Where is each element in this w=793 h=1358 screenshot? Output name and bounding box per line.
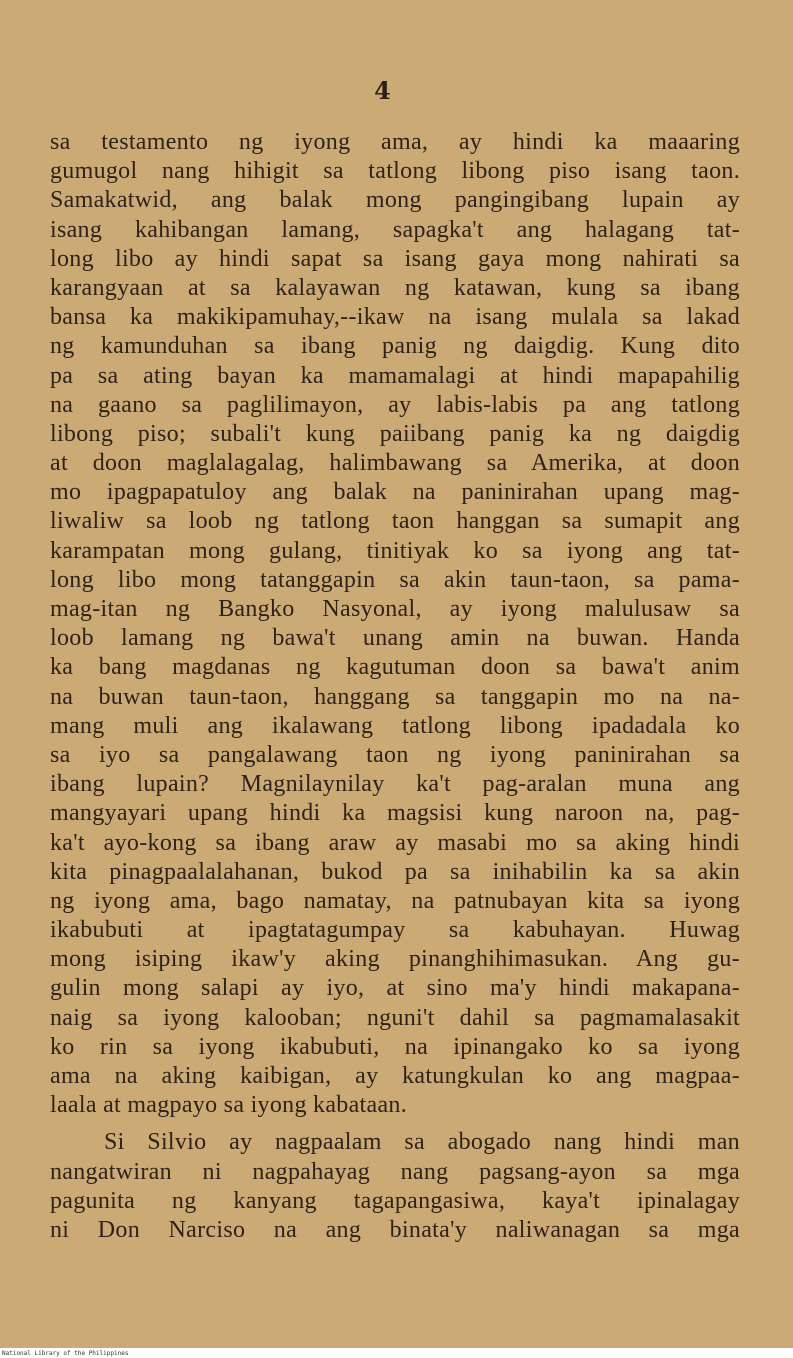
text-line: isang kahibangan lamang, sapagka't ang halagang tat-: [50, 216, 740, 243]
text-line: ikabubuti at ipagtatagumpay sa kabuhayan. Huwag: [50, 917, 740, 944]
text-line: liwaliw sa loob ng tatlong taon hanggan sa sumapit ang: [50, 508, 740, 535]
text-line: karampatan mong gulang, tinitiyak ko sa iyong ang tat-: [50, 537, 740, 564]
paragraph-gap: [50, 1120, 740, 1128]
body-text: [50, 128, 740, 1245]
text-line: ng kamunduhan sa ibang panig ng daigdig. Kung dito: [50, 333, 740, 360]
text-line: Si Silvio ay nagpaalam sa abogado nang hindi man: [104, 1129, 740, 1156]
text-line: kita pinagpaalalahanan, bukod pa sa inihabilin ka sa akin: [50, 858, 740, 885]
text-line: naig sa iyong kalooban; nguni't dahil sa pagmamalasakit: [50, 1004, 740, 1031]
text-line: na buwan taun-taon, hanggang sa tanggapin mo na na-: [50, 683, 740, 710]
text-line: mo ipagpapatuloy ang balak na paninirahan upang mag-: [50, 479, 740, 506]
text-line: mangyayari upang hindi ka magsisi kung naroon na, pag-: [50, 800, 740, 827]
text-line: Samakatwid, ang balak mong pangingibang lupain ay: [50, 187, 740, 214]
text-line: nangatwiran ni nagpahayag nang pagsang-ayon sa mga: [50, 1158, 740, 1185]
text-line: sa testamento ng iyong ama, ay hindi ka maaaring: [50, 129, 740, 155]
text-line: pagunita ng kanyang tagapangasiwa, kaya't ipinalagay: [50, 1187, 740, 1214]
text-line: gumugol nang hihigit sa tatlong libong piso isang taon.: [50, 158, 740, 185]
text-line: sa iyo sa pangalawang taon ng iyong paninirahan sa: [50, 741, 740, 768]
library-credit: National Library of the Philippines: [2, 1350, 129, 1357]
text-line: long libo ay hindi sapat sa isang gaya mong nahirati sa: [50, 245, 740, 272]
text-line: ka't ayo-kong sa ibang araw ay masabi mo sa aking hindi: [50, 829, 740, 856]
text-line: loob lamang ng bawa't unang amin na buwan. Handa: [50, 625, 740, 652]
text-line: at doon maglalagalag, halimbawang sa Amerika, at doon: [50, 450, 740, 477]
text-line: laala at magpayo sa iyong kabataan.: [50, 1092, 408, 1119]
text-line: ni Don Narciso na ang binata'y naliwanagan sa mga: [50, 1216, 740, 1243]
text-line: mag-itan ng Bangko Nasyonal, ay iyong malulusaw sa: [50, 596, 740, 622]
text-line: long libo mong tatanggapin sa akin taun-taon, sa pama-: [50, 566, 740, 593]
text-line: na gaano sa paglilimayon, ay labis-labis pa ang tatlong: [50, 391, 740, 418]
text-line: ko rin sa iyong ikabubuti, na ipinangako ko sa iyong: [50, 1033, 740, 1060]
text-line: mong isiping ikaw'y aking pinanghihimasukan. Ang gu-: [50, 946, 740, 973]
text-line: karangyaan at sa kalayawan ng katawan, kung sa ibang: [50, 274, 740, 301]
text-line: mang muli ang ikalawang tatlong libong ipadadala ko: [50, 712, 740, 739]
text-line: libong piso; subali't kung paiibang panig ka ng daigdig: [50, 420, 740, 447]
text-line: ng iyong ama, bago namatay, na patnubayan kita sa iyong: [50, 887, 740, 914]
page-number: 4: [374, 76, 391, 105]
text-line: ka bang magdanas ng kagutuman doon sa bawa't anim: [50, 654, 740, 681]
text-line: ibang lupain? Magnilaynilay ka't pag-aralan muna ang: [50, 771, 740, 798]
text-line: pa sa ating bayan ka mamamalagi at hindi mapapahilig: [50, 362, 740, 389]
paragraph-2: [50, 1128, 740, 1245]
paragraph-1: [50, 128, 740, 1120]
text-line: gulin mong salapi ay iyo, at sino ma'y hindi makapana-: [50, 975, 740, 1002]
text-line: ama na aking kaibigan, ay katungkulan ko ang magpaa-: [50, 1063, 740, 1089]
text-line: bansa ka makikipamuhay,--ikaw na isang mulala sa lakad: [50, 304, 740, 331]
